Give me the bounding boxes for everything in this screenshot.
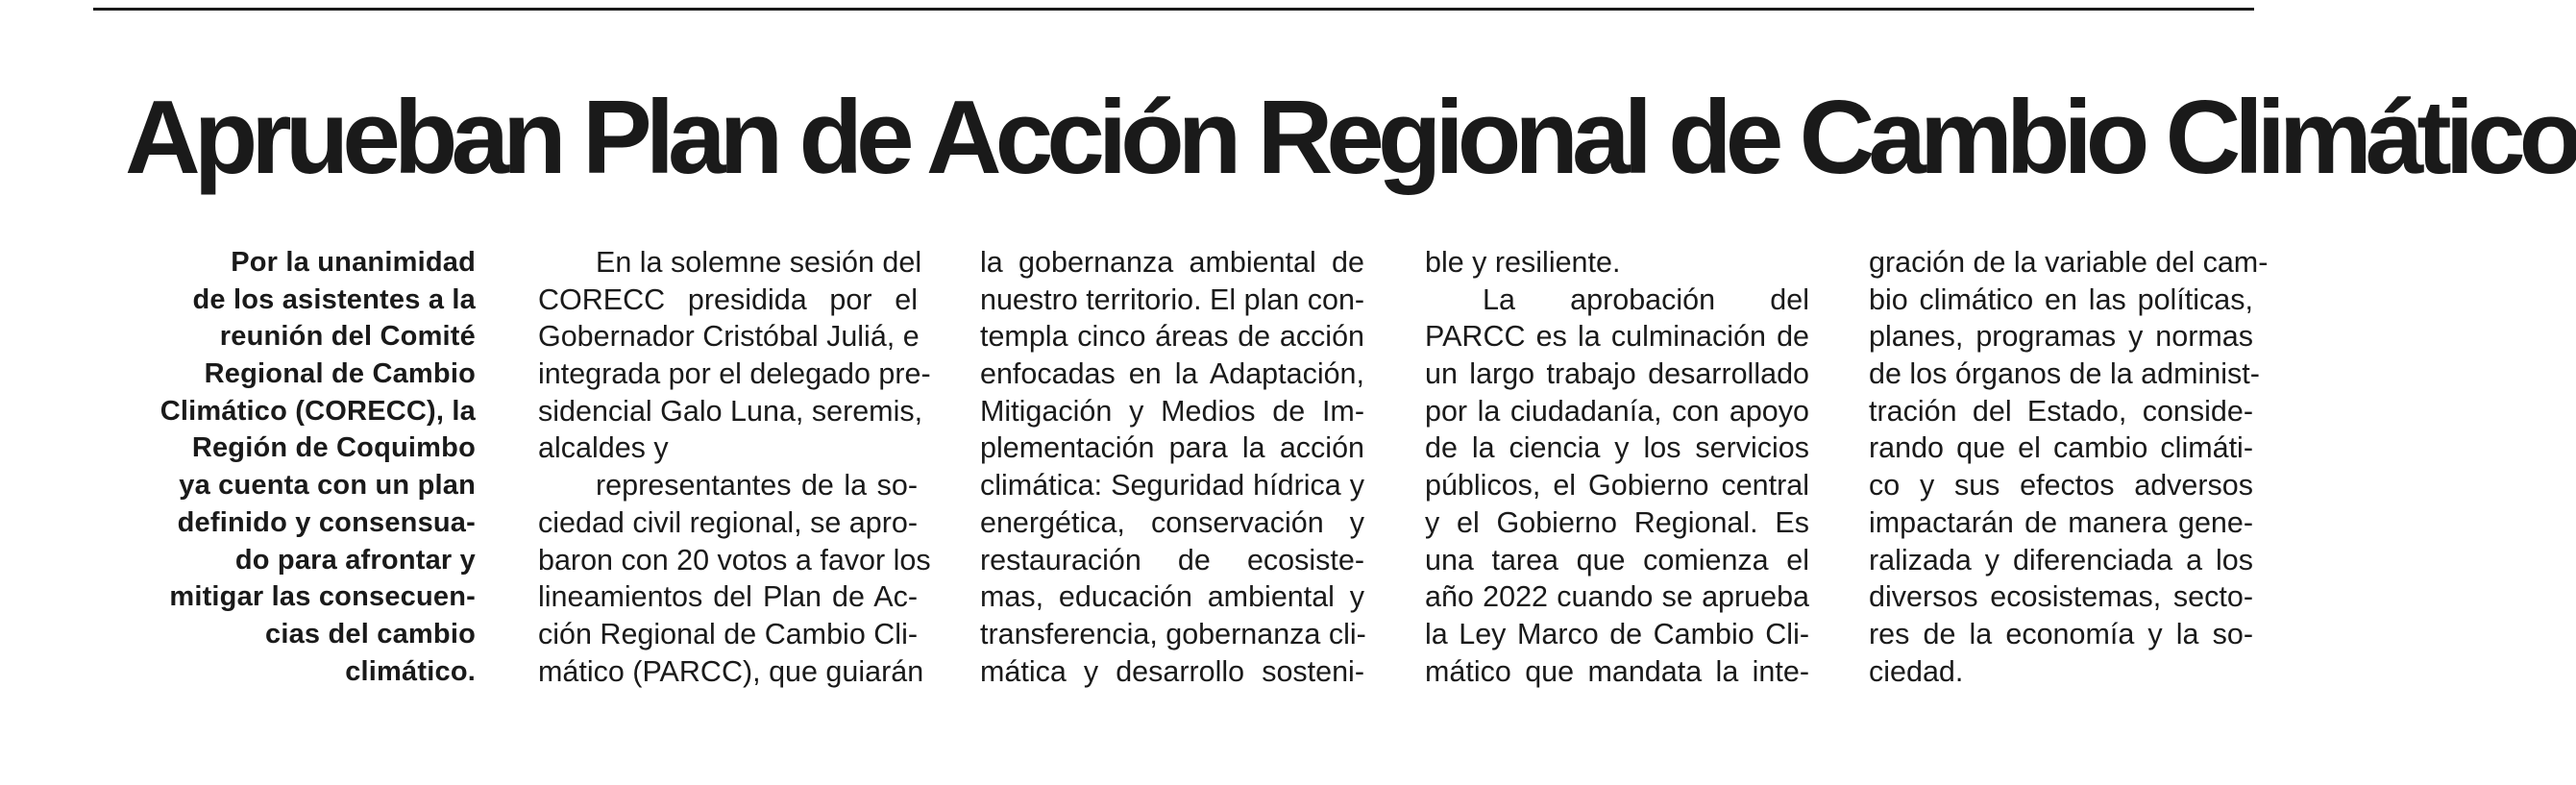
body-line: PARCC es la culminación de	[1425, 320, 1809, 354]
body-line: impactarán de manera gene-	[1869, 505, 2253, 539]
body-line: lineamientos del Plan de Ac-	[538, 580, 918, 614]
lead-line: de los asistentes a la	[192, 283, 476, 315]
body-line: planes, programas y normas	[1869, 320, 2253, 354]
lead-line: Climático (CORECC), la	[159, 395, 476, 427]
body-line: CORECC presidida por el	[538, 282, 918, 316]
headline: Aprueban Plan de Acción Regional de Cambio Climático	[125, 79, 2576, 196]
lead-line: do para afrontar y	[234, 544, 476, 576]
body-line: ble y resiliente.	[1425, 246, 1621, 279]
body-line: mática y desarrollo sosteni-	[980, 654, 1364, 688]
body-line: bio climático en las políticas,	[1869, 282, 2253, 316]
body-line: un largo trabajo desarrollado	[1425, 357, 1809, 391]
body-line: rando que el cambio climáti-	[1869, 431, 2253, 465]
body-line: diversos ecosistemas, secto-	[1869, 580, 2253, 614]
lead-line: Regional de Cambio	[204, 358, 476, 390]
body-line: En la solemne sesión del	[596, 246, 922, 279]
top-rule	[93, 8, 2254, 11]
body-line: mas, educación ambiental y	[980, 580, 1364, 614]
body-line: energética, conservación y	[980, 505, 1364, 539]
body-line: plementación para la acción	[980, 431, 1364, 465]
body-line: baron con 20 votos a favor los	[538, 543, 931, 576]
body-line: Mitigación y Medios de Im-	[980, 394, 1364, 428]
body-line: ralizada y diferenciada a los	[1869, 543, 2253, 576]
body-line: ciedad.	[1869, 654, 1964, 688]
body-line: mático (PARCC), que guiarán	[538, 654, 924, 688]
body-column-3	[1425, 244, 1809, 690]
body-line: co y sus efectos adversos	[1869, 469, 2253, 503]
lead-line: Región de Coquimbo	[191, 432, 476, 464]
lead-line: definido y consensua-	[177, 506, 476, 538]
lead-line: climático.	[345, 655, 476, 687]
body-line: tración del Estado, conside-	[1869, 394, 2253, 428]
lead-line: Por la unanimidad	[231, 247, 476, 278]
body-line: res de la economía y la so-	[1869, 617, 2253, 650]
body-line: enfocadas en la Adaptación,	[980, 357, 1364, 391]
body-line: y el Gobierno Regional. Es	[1425, 505, 1809, 539]
lead-line: ya cuenta con un plan	[179, 470, 476, 502]
body-line: ción Regional de Cambio Cli-	[538, 617, 918, 650]
lead-line: reunión del Comité	[219, 321, 476, 353]
body-line: La aprobación del	[1483, 282, 1809, 316]
body-line: mático que mandata la inte-	[1425, 654, 1809, 688]
body-line: templa cinco áreas de acción	[980, 320, 1364, 354]
body-line: gración de la variable del cam-	[1869, 246, 2269, 279]
body-line: transferencia, gobernanza cli-	[980, 617, 1366, 650]
body-line: de la ciencia y los servicios	[1425, 431, 1809, 465]
body-column-2	[980, 244, 1364, 690]
lead-line: cias del cambio	[265, 618, 476, 650]
body-line: climática: Seguridad hídrica y	[980, 469, 1364, 503]
lead-paragraph	[91, 244, 476, 690]
body-line: públicos, el Gobierno central	[1425, 469, 1809, 503]
body-line: representantes de la so-	[596, 469, 918, 503]
body-line: sidencial Galo Luna, seremis,	[538, 394, 923, 428]
body-line: la Ley Marco de Cambio Cli-	[1425, 617, 1809, 650]
body-column-1	[538, 244, 931, 690]
body-line: Gobernador Cristóbal Juliá, e	[538, 320, 920, 354]
body-line: nuestro territorio. El plan con-	[980, 282, 1365, 316]
body-line: integrada por el delegado pre-	[538, 357, 931, 391]
body-line: por la ciudadanía, con apoyo	[1425, 394, 1809, 428]
body-column-4	[1869, 244, 2269, 690]
body-line: restauración de ecosiste-	[980, 543, 1364, 576]
body-line: una tarea que comienza el	[1425, 543, 1809, 576]
body-line: de los órganos de la administ-	[1869, 357, 2260, 391]
body-line: ciedad civil regional, se apro-	[538, 505, 919, 539]
body-line: año 2022 cuando se aprueba	[1425, 580, 1809, 614]
lead-line: mitigar las consecuen-	[169, 581, 476, 613]
body-line: alcaldes y	[538, 431, 669, 465]
body-line: la gobernanza ambiental de	[980, 246, 1364, 279]
